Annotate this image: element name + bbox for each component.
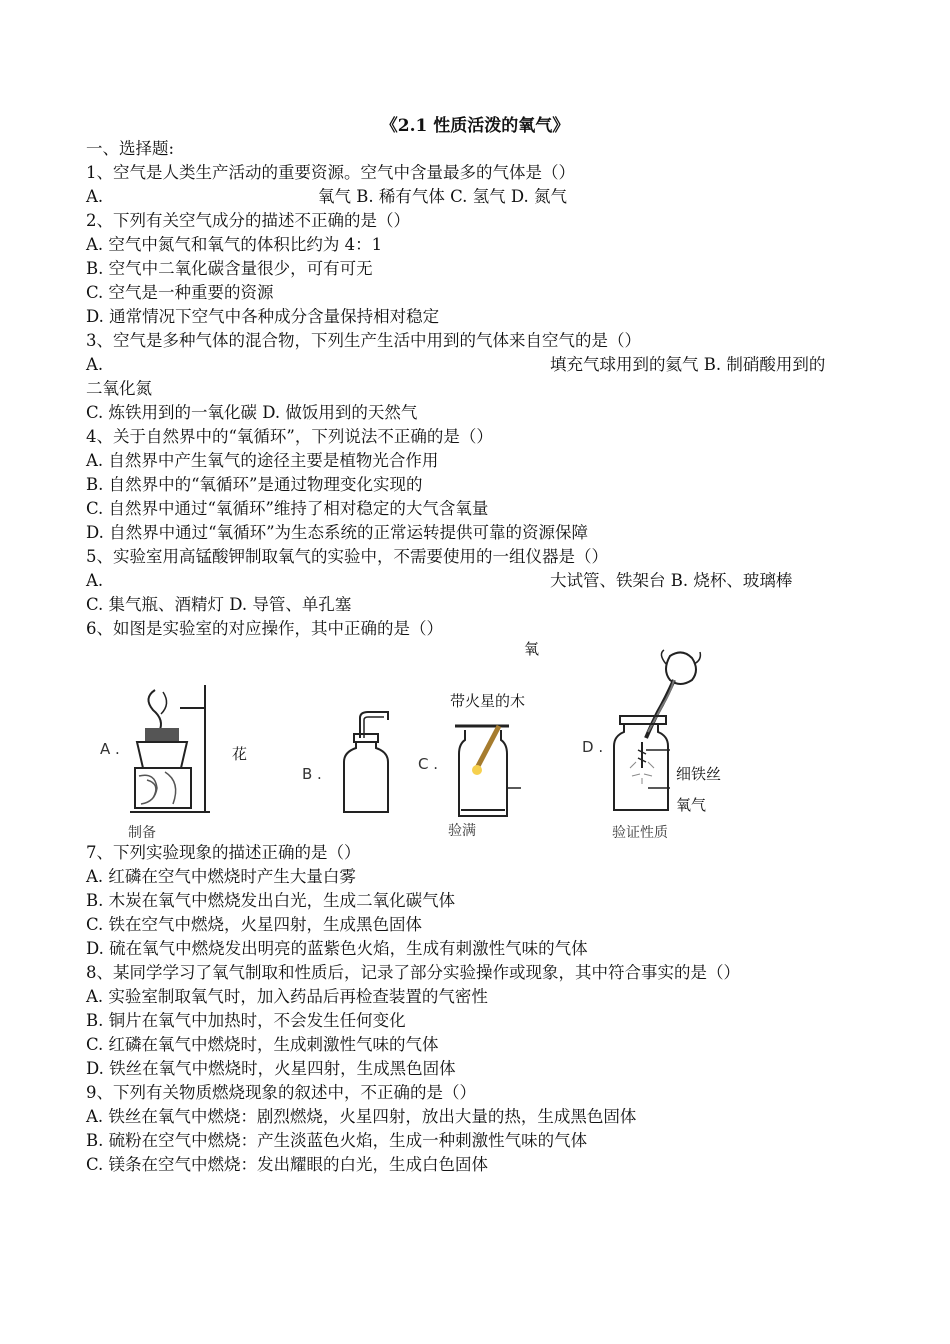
q3-option-a-label: A. bbox=[86, 355, 104, 374]
q5-options-cd: C. 集气瓶、酒精灯 D. 导管、单孔塞 bbox=[86, 595, 352, 614]
q1-option-a-label: A. bbox=[86, 187, 104, 206]
q8-option-c: C. 红磷在氧气中燃烧时，生成刺激性气味的气体 bbox=[86, 1035, 439, 1054]
figure-caption-d: 验证性质 bbox=[612, 825, 668, 841]
q3-stem: 3、空气是多种气体的混合物，下列生产生活中用到的气体来自空气的是（） bbox=[86, 331, 641, 350]
apparatus-c-bottle-splint bbox=[455, 712, 535, 822]
q2-option-a: A. 空气中氮气和氧气的体积比约为 4：1 bbox=[86, 235, 383, 254]
apparatus-a-heating bbox=[125, 680, 215, 820]
figure-label-b: B . bbox=[302, 765, 322, 783]
figure-fragment-stick: 带火星的木 bbox=[450, 692, 526, 710]
q9-option-a: A. 铁丝在氧气中燃烧：剧烈燃烧，火星四射，放出大量的热，生成黑色固体 bbox=[86, 1107, 637, 1126]
q4-option-a: A. 自然界中产生氧气的途径主要是植物光合作用 bbox=[86, 451, 439, 470]
q4-option-d: D. 自然界中通过“氧循环”为生态系统的正常运转提供可靠的资源保障 bbox=[86, 523, 589, 542]
q9-option-b: B. 硫粉在空气中燃烧：产生淡蓝色火焰，生成一种刺激性气味的气体 bbox=[86, 1131, 588, 1150]
q7-stem: 7、下列实验现象的描述正确的是（） bbox=[86, 843, 361, 862]
q2-stem: 2、下列有关空气成分的描述不正确的是（） bbox=[86, 211, 410, 230]
section-heading: 一、选择题: bbox=[86, 139, 175, 158]
q7-option-b: B. 木炭在氧气中燃烧发出白光，生成二氧化碳气体 bbox=[86, 891, 456, 910]
q7-option-a: A. 红磷在空气中燃烧时产生大量白雾 bbox=[86, 867, 356, 886]
q1-stem: 1、空气是人类生产活动的重要资源。空气中含量最多的气体是（） bbox=[86, 163, 575, 182]
q4-option-b: B. 自然界中的“氧循环”是通过物理变化实现的 bbox=[86, 475, 423, 494]
figure-label-a: A . bbox=[100, 740, 120, 758]
q2-option-b: B. 空气中二氧化碳含量很少，可有可无 bbox=[86, 259, 373, 278]
figure-fragment-flower: 花 bbox=[232, 745, 248, 763]
q8-stem: 8、某同学学习了氧气制取和性质后，记录了部分实验操作或现象，其中符合事实的是（） bbox=[86, 963, 740, 982]
q3-options-wrap: 二氧化氮 bbox=[86, 379, 152, 398]
q7-option-d: D. 硫在氧气中燃烧发出明亮的蓝紫色火焰，生成有刺激性气味的气体 bbox=[86, 939, 588, 958]
q9-option-c: C. 镁条在空气中燃烧：发出耀眼的白光，生成白色固体 bbox=[86, 1155, 489, 1174]
q5-stem: 5、实验室用高锰酸钾制取氧气的实验中，不需要使用的一组仪器是（） bbox=[86, 547, 608, 566]
q8-option-b: B. 铜片在氧气中加热时，不会发生任何变化 bbox=[86, 1011, 406, 1030]
figure-caption-c: 验满 bbox=[448, 823, 476, 839]
q3-options-ab: 填充气球用到的氦气 B. 制硝酸用到的 bbox=[550, 355, 826, 374]
figure-caption-a: 制备 bbox=[128, 825, 156, 841]
q4-stem: 4、关于自然界中的“氧循环”，下列说法不正确的是（） bbox=[86, 427, 493, 446]
q1-options: 氧气 B. 稀有气体 C. 氢气 D. 氮气 bbox=[318, 187, 568, 206]
q8-option-a: A. 实验室制取氧气时，加入药品后再检查装置的气密性 bbox=[86, 987, 488, 1006]
q9-stem: 9、下列有关物质燃烧现象的叙述中，不正确的是（） bbox=[86, 1083, 476, 1102]
figure-label-d: D . bbox=[582, 738, 604, 756]
q2-option-d: D. 通常情况下空气中各种成分含量保持相对稳定 bbox=[86, 307, 440, 326]
q4-option-c: C. 自然界中通过“氧循环”维持了相对稳定的大气含氧量 bbox=[86, 499, 489, 518]
q7-option-c: C. 铁在空气中燃烧，火星四射，生成黑色固体 bbox=[86, 915, 423, 934]
figure-label-iron-wire: 细铁丝 bbox=[676, 765, 722, 783]
figure-label-c: C . bbox=[418, 755, 439, 773]
page-title: 《2.1 性质活泼的氧气》 bbox=[380, 116, 570, 136]
q5-option-a-label: A. bbox=[86, 571, 104, 590]
q6-stem: 6、如图是实验室的对应操作，其中正确的是（） bbox=[86, 619, 443, 638]
q5-options-ab: 大试管、铁架台 B. 烧杯、玻璃棒 bbox=[550, 571, 793, 590]
q8-option-d: D. 铁丝在氧气中燃烧时，火星四射，生成黑色固体 bbox=[86, 1059, 456, 1078]
figure-fragment-oxygen: 氧 bbox=[524, 640, 540, 658]
q2-option-c: C. 空气是一种重要的资源 bbox=[86, 283, 274, 302]
figure-label-oxygen: 氧气 bbox=[676, 796, 707, 814]
apparatus-b-gas-bottle bbox=[338, 708, 398, 818]
q3-options-cd: C. 炼铁用到的一氧化碳 D. 做饭用到的天然气 bbox=[86, 403, 418, 422]
